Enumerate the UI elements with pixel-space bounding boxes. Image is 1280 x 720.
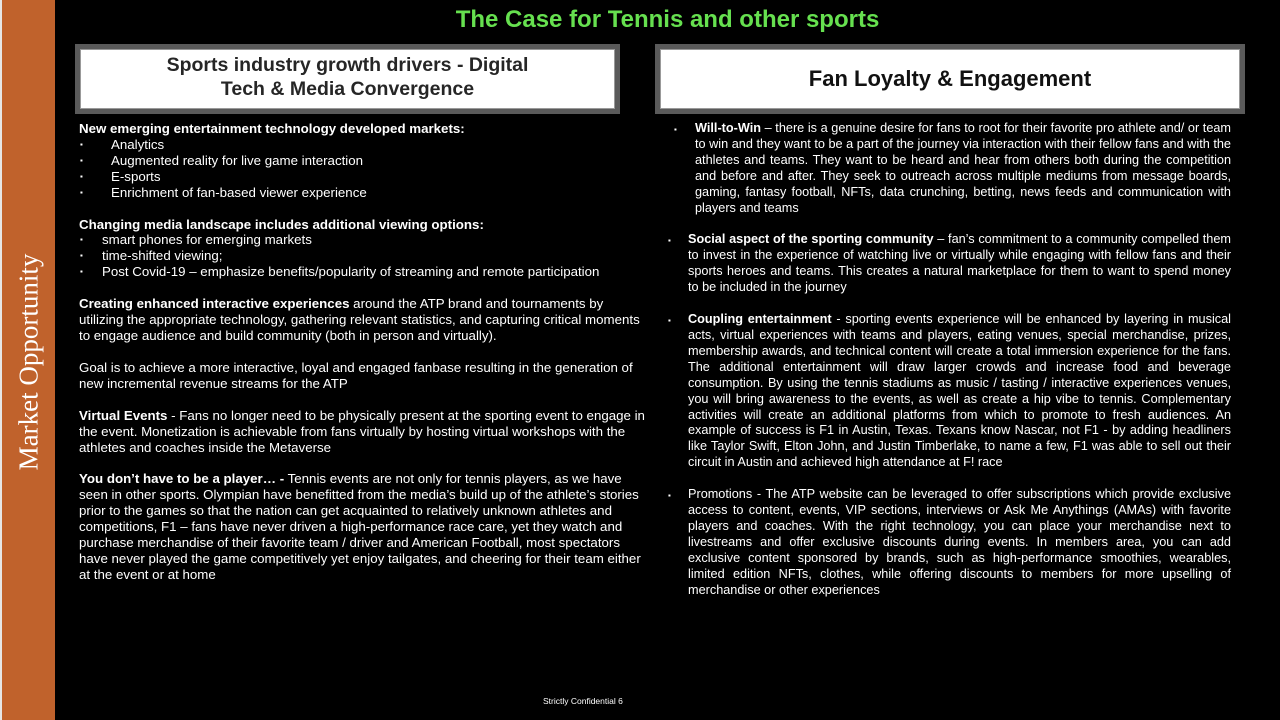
goal-paragraph: Goal is to achieve a more interactive, loyal and engaged fanbase resulting in the generation of new incremental revenue streams for the ATP (79, 359, 633, 391)
section-heading: New emerging entertainment technology developed markets: (79, 121, 465, 136)
list-item: ▪ Social aspect of the sporting community – fan’s commitment to a community compelled them to invest in the experience of watching live or virtually while engaging with fellow fans and their sports heroes and teams. This creates a natural marketplace for them to want to spend money to be included in the journey (668, 232, 1231, 295)
sidebar (0, 0, 55, 720)
bullet-icon: ▪ (80, 235, 83, 245)
list-item: ▪ Augmented reality for live game interaction (80, 152, 364, 168)
fan-loyalty-header-title: Fan Loyalty & Engagement (808, 66, 1092, 91)
growth-drivers-header-line1: Sports industry growth drivers - Digital (166, 54, 529, 76)
growth-drivers-header (80, 49, 615, 109)
list-item: ▪ Analytics (80, 136, 165, 152)
bullet-icon: ▪ (80, 139, 83, 149)
bullet-icon: ▪ (80, 171, 83, 181)
page-title: The Case for Tennis and other sports (455, 6, 880, 33)
list-item: ▪ Will-to-Win – there is a genuine desire for fans to root for their favorite pro athlete and/ or team to win and they want to be a part of the journey via interaction with their fellow fans and with the athletes and teams. They want to be heard and hear from others both during the competition and before and after. They seek to outreach across multiple mediums from message boards, gaming, fantasy football, NFTs, data crunching, betting, news feeds and communication with players and teams (668, 121, 1231, 216)
bullet-icon: ▪ (668, 316, 671, 326)
list-item: ▪ Coupling entertainment - sporting events experience will be enhanced by layering in musical acts, virtual experiences with teams and players, eating venues, special merchandise, prizes, membership awards, and technical content will create a total immersion experience for the fans. The additional entertainment will draw larger crowds and increase food and beverage consumption. By using the tennis stadiums as music / tasting / interactive experiences venues, you will bring awareness to the events, as well as create a hip vibe to tennis. Complementary activities will create an additional platforms from which to promote to fresh audiences. An example of success is F1 in Austin, Texas. Texans know Nascar, not F1 - by adding headliners like Taylor Swift, Elton John, and Justin Timberlake, to name a few, F1 was able to sell out their circuit in Austin and achieved high attendance at F! race (668, 312, 1231, 470)
bullet-icon: ▪ (674, 125, 677, 134)
list-item: ▪ smart phones for emerging markets (80, 232, 312, 248)
list-item: ▪ Post Covid-19 – emphasize benefits/popularity of streaming and remote participation (80, 264, 600, 280)
player-paragraph: You don’t have to be a player… - Tennis events are not only for tennis players, as we have seen in other sports. Olympian have benefitted from the media’s build up of the athlete’s stories prior to the games so that the nation can get acquainted to relatively unknown athletes and competitions, F1 – fans have never driven a high-performance race care, yet they watch and purchase merchandise of their favorite team / driver and American Football, most spectators have never played the game competitively yet enjoy tailgates, and cheering for their team either at the event or at home (79, 471, 641, 582)
bullet-icon: ▪ (80, 251, 83, 261)
list-item: ▪ Promotions - The ATP website can be leveraged to offer subscriptions which provide exclusive access to content, events, VIP sections, interviews or Ask Me Anythings (AMAs) with favorite players and coaches. With the right technology, you can place your merchandise next to livestreams and offer exclusive discounts during events. In members area, you can add exclusive content sponsored by brands, such as high-performance smoothies, wearables, limited edition NFTs, clothes, while offering discounts to members for more upselling of merchandise or other experiences (668, 487, 1231, 597)
interactive-experiences-paragraph: Creating enhanced interactive experiences around the ATP brand and tournaments by utilizing the appropriate technology, gathering relevant statistics, and capturing critical moments to engage audience and build community (both in person and virtually). (79, 296, 640, 343)
bullet-icon: ▪ (80, 267, 83, 277)
fan-loyalty-content (668, 121, 1231, 614)
growth-drivers-header-line2: Tech & Media Convergence (220, 78, 475, 100)
list-item: ▪ E-sports (80, 168, 161, 184)
list-item: ▪ Enrichment of fan-based viewer experience (80, 184, 367, 200)
section-heading: Changing media landscape includes additional viewing options: (79, 216, 484, 232)
sidebar-label: Market Opportunity (13, 253, 44, 471)
growth-drivers-content (79, 121, 645, 583)
bullet-icon: ▪ (80, 187, 83, 197)
footer-confidential: Strictly Confidential 6 (543, 696, 623, 706)
list-item: ▪ time-shifted viewing; (80, 248, 223, 264)
virtual-events-paragraph: Virtual Events - Fans no longer need to be physically present at the sporting event to engage in the event. Monetization is achievable from fans virtually by hosting virtual workshops with the athletes and coaches inside the Metaverse (79, 407, 645, 455)
bullet-icon: ▪ (668, 236, 671, 246)
bullet-icon: ▪ (80, 155, 83, 165)
bullet-icon: ▪ (668, 491, 671, 501)
fan-loyalty-header (660, 49, 1240, 109)
